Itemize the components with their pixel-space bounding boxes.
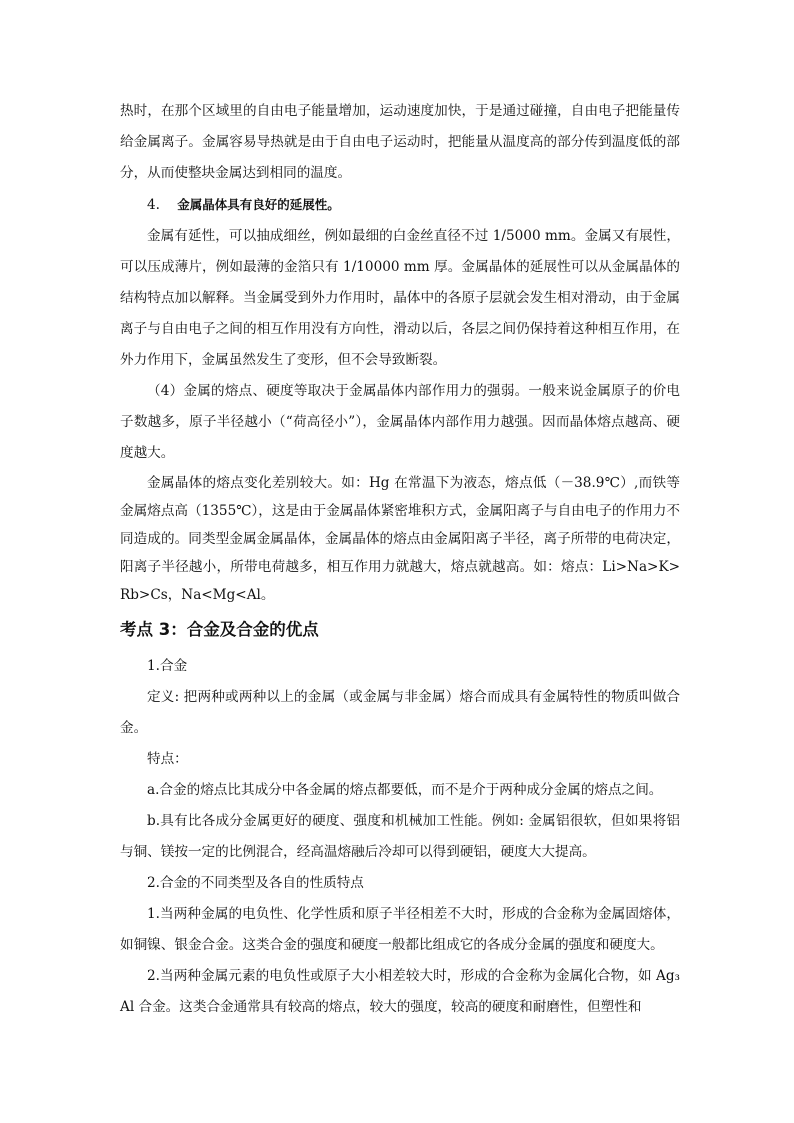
- subheading-text: 金属晶体具有良好的延展性。: [177, 197, 340, 212]
- alloy-feature-b: b.具有比各成分金属更好的硬度、强度和机械加工性能。例如: 金属铝很软，但如果将铝与铜、镁按一定的比例混合，经高温熔融后冷却可以得到硬铝，硬度大大提高。: [120, 813, 680, 860]
- paragraph-heat-conduction: 热时，在那个区域里的自由电子能量增加，运动速度加快，于是通过碰撞，自由电子把能量传给金属离子。金属容易导热就是由于自由电子运动时，把能量从温度高的部分传到温度低的部分，从而使整块金属达到相同的温度。: [120, 103, 680, 181]
- document-page: [120, 96, 680, 1023]
- paragraph-melting-points: 金属晶体的熔点变化差别较大。如：Hg 在常温下为液态，熔点低（－38.9℃）,而铁等金属熔点高（1355℃），这是由于金属晶体紧密堆积方式，金属阳离子与自由电子的作用力不同造成的。同类型金属金属晶体，金属晶体的熔点由金属阳离子半径，离子所带的电荷决定，阳离子半径越小，所带电荷越多，相互作用力就越大，熔点就越高。如：熔点：Li>Na>K>Rb>Cs，Na<Mg<Al。: [120, 475, 680, 603]
- alloy-definition: 定义: 把两种或两种以上的金属（或金属与非金属）熔合而成具有金属特性的物质叫做合金。: [120, 689, 680, 736]
- alloy-features-label: 特点：: [147, 751, 188, 767]
- alloy-type-compound: 2.当两种金属元素的电负性或原子大小相差较大时，形成的合金称为金属化合物，如 Ag₃Al 合金。这类合金通常具有较高的熔点，较大的强度，较高的硬度和耐磨性，但塑性和: [120, 968, 680, 1015]
- subheading-ductility: [120, 189, 680, 221]
- alloy-types-subheading: 2.合金的不同类型及各自的性质特点: [147, 875, 364, 891]
- paragraph-ductility: 金属有延性，可以抽成细丝，例如最细的白金丝直径不过 1/5000 mm。金属又有展性，可以压成薄片，例如最薄的金箔只有 1/10000 mm 厚。金属晶体的延展性可以从金属晶体的结构特点加以解释。当金属受到外力作用时，晶体中的各原子层就会发生相对滑动，由于金属离子与自由电子之间的相互作用没有方向性，滑动以后，各层之间仍保持着这种相互作用，在外力作用下，金属虽然发生了变形，但不会导致断裂。: [120, 228, 680, 368]
- alloy-feature-a: a.合金的熔点比其成分中各金属的熔点都要低，而不是介于两种成分金属的熔点之间。: [147, 782, 663, 798]
- alloy-subheading: 1.合金: [147, 658, 188, 674]
- subheading-number: 4.: [147, 197, 160, 213]
- alloy-type-solid-solution: 1.当两种金属的电负性、化学性质和原子半径相差不大时，形成的合金称为金属固熔体，如铜镍、银金合金。这类合金的强度和硬度一般都比组成它的各成分金属的强度和硬度大。: [120, 906, 680, 953]
- paragraph-melting-hardness: （4）金属的熔点、硬度等取决于金属晶体内部作用力的强弱。一般来说金属原子的价电子数越多，原子半径越小（“荷高径小”），金属晶体内部作用力越强。因而晶体熔点越高、硬度越大。: [120, 383, 680, 461]
- section-title: 考点 3：合金及合金的优点: [120, 620, 319, 639]
